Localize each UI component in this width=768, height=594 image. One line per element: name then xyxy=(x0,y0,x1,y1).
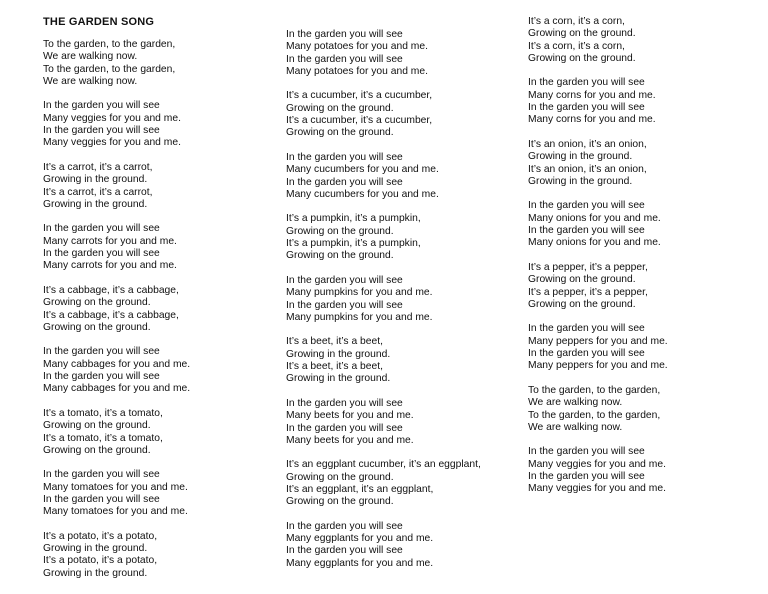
lyric-line: Growing on the ground. xyxy=(528,52,636,64)
stanza xyxy=(43,285,190,334)
lyric-line: Growing on the ground. xyxy=(528,274,636,286)
lyric-line: In the garden you will see xyxy=(286,397,403,409)
lyric-line: It’s a pepper, it’s a pepper, xyxy=(528,286,648,298)
lyric-line: It’s a potato, it’s a potato, xyxy=(43,530,158,542)
lyric-line: It’s a carrot, it’s a carrot, xyxy=(43,161,153,173)
lyric-line: In the garden you will see xyxy=(286,53,403,65)
lyric-line: Many cucumbers for you and me. xyxy=(286,188,439,200)
lyric-line: Growing in the ground. xyxy=(528,151,633,163)
lyric-line: Many potatoes for you and me. xyxy=(286,41,428,53)
lyric-line: Growing in the ground. xyxy=(43,174,148,186)
lyric-line: Many cabbages for you and me. xyxy=(43,358,191,370)
lyric-line: It’s a pumpkin, it’s a pumpkin, xyxy=(286,238,421,250)
lyric-line: Many carrots for you and me. xyxy=(43,260,177,272)
lyric-line: In the garden you will see xyxy=(43,248,160,260)
stanza xyxy=(43,531,190,580)
song-title: THE GARDEN SONG xyxy=(43,16,155,28)
stanza xyxy=(528,323,668,372)
lyric-line: Growing on the ground. xyxy=(286,250,394,262)
lyric-line: In the garden you will see xyxy=(528,470,645,482)
lyric-line: It’s a corn, it’s a corn, xyxy=(528,16,625,27)
lyric-line: It’s a cucumber, it’s a cucumber, xyxy=(286,90,433,102)
lyric-line: It’s a carrot, it’s a carrot, xyxy=(43,186,153,198)
stanza xyxy=(286,29,481,78)
lyric-line: Growing in the ground. xyxy=(43,543,148,555)
lyric-line: Many veggies for you and me. xyxy=(528,458,666,470)
lyric-line: Many tomatoes for you and me. xyxy=(43,481,188,493)
stanza xyxy=(528,385,668,434)
lyric-line: In the garden you will see xyxy=(528,446,645,458)
lyric-line: Growing in the ground. xyxy=(43,567,148,579)
stanza xyxy=(43,408,190,457)
stanza xyxy=(286,459,481,508)
lyric-line: To the garden, to the garden, xyxy=(528,409,661,421)
lyric-line: In the garden you will see xyxy=(286,176,403,188)
stanza xyxy=(43,469,190,518)
lyric-line: It’s a cucumber, it’s a cucumber, xyxy=(286,115,433,127)
lyric-line: It’s a potato, it’s a potato, xyxy=(43,555,158,567)
lyric-line: In the garden you will see xyxy=(43,346,160,358)
lyric-line: We are walking now. xyxy=(43,51,138,63)
lyric-line: Many peppers for you and me. xyxy=(528,335,668,347)
lyric-line: In the garden you will see xyxy=(286,299,403,311)
lyric-line: Many beets for you and me. xyxy=(286,434,414,446)
lyric-line: In the garden you will see xyxy=(528,225,645,237)
stanza xyxy=(528,200,668,249)
lyric-line: Many onions for you and me. xyxy=(528,237,661,249)
lyric-line: In the garden you will see xyxy=(43,371,160,383)
lyric-line: Growing on the ground. xyxy=(286,225,394,237)
stanza xyxy=(286,336,481,385)
stanza xyxy=(286,521,481,570)
lyric-line: In the garden you will see xyxy=(286,545,403,557)
lyric-line: Growing on the ground. xyxy=(528,298,636,310)
lyric-line: Many pumpkins for you and me. xyxy=(286,287,433,299)
lyric-line: Many pumpkins for you and me. xyxy=(286,311,433,323)
stanza xyxy=(528,77,668,126)
lyric-line: In the garden you will see xyxy=(286,151,403,163)
lyric-line: In the garden you will see xyxy=(286,29,403,40)
lyric-line: Many veggies for you and me. xyxy=(43,112,181,124)
lyric-line: In the garden you will see xyxy=(528,200,645,212)
lyric-line: It’s a beet, it’s a beet, xyxy=(286,336,383,348)
lyric-line: To the garden, to the garden, xyxy=(43,63,176,75)
stanza xyxy=(43,100,190,149)
lyric-line: Many potatoes for you and me. xyxy=(286,65,428,77)
lyric-line: In the garden you will see xyxy=(43,469,160,481)
lyric-line: In the garden you will see xyxy=(43,493,160,505)
lyric-line: Growing on the ground. xyxy=(286,496,394,508)
lyric-line: It’s an onion, it’s an onion, xyxy=(528,138,647,150)
lyric-line: It’s a cabbage, it’s a cabbage, xyxy=(43,284,179,296)
lyric-line: Many onions for you and me. xyxy=(528,212,661,224)
lyric-line: In the garden you will see xyxy=(286,274,403,286)
lyric-line: Many eggplants for you and me. xyxy=(286,557,434,569)
stanza xyxy=(43,39,190,88)
lyric-line: Growing on the ground. xyxy=(43,444,151,456)
lyric-line: It’s a beet, it’s a beet, xyxy=(286,361,383,373)
lyric-line: Many corns for you and me. xyxy=(528,89,656,101)
stanza xyxy=(286,90,481,139)
lyric-line: To the garden, to the garden, xyxy=(528,384,661,396)
stanza xyxy=(43,162,190,211)
lyric-line: Many beets for you and me. xyxy=(286,410,414,422)
lyric-line: Growing on the ground. xyxy=(43,420,151,432)
lyric-line: It’s a tomato, it’s a tomato, xyxy=(43,432,163,444)
lyric-line: In the garden you will see xyxy=(43,223,160,235)
lyric-line: It’s a pumpkin, it’s a pumpkin, xyxy=(286,213,421,225)
lyric-line: Growing on the ground. xyxy=(43,297,151,309)
lyric-line: It’s an eggplant, it’s an eggplant, xyxy=(286,483,434,495)
lyric-line: It’s a corn, it’s a corn, xyxy=(528,40,625,52)
lyric-line: We are walking now. xyxy=(528,421,623,433)
lyric-line: Growing on the ground. xyxy=(286,127,394,139)
lyric-line: Many corns for you and me. xyxy=(528,114,656,126)
stanza xyxy=(286,213,481,262)
stanza xyxy=(528,262,668,311)
stanza xyxy=(43,346,190,395)
lyric-line: Many cabbages for you and me. xyxy=(43,383,191,395)
lyric-line: It’s a pepper, it’s a pepper, xyxy=(528,261,648,273)
lyrics-column-1 xyxy=(43,39,190,592)
lyrics-column-2 xyxy=(286,29,481,582)
lyric-line: It’s an onion, it’s an onion, xyxy=(528,163,647,175)
lyric-line: Many veggies for you and me. xyxy=(43,137,181,149)
lyric-line: Growing on the ground. xyxy=(286,471,394,483)
stanza xyxy=(528,139,668,188)
lyric-line: It’s a cabbage, it’s a cabbage, xyxy=(43,309,179,321)
lyric-line: In the garden you will see xyxy=(286,422,403,434)
lyric-line: Many veggies for you and me. xyxy=(528,483,666,495)
lyric-line: Growing on the ground. xyxy=(528,28,636,40)
lyric-line: Many carrots for you and me. xyxy=(43,235,177,247)
lyric-line: In the garden you will see xyxy=(528,77,645,89)
lyric-line: Growing on the ground. xyxy=(43,321,151,333)
lyric-line: In the garden you will see xyxy=(43,100,160,112)
lyric-line: Growing in the ground. xyxy=(286,348,391,360)
lyric-line: Growing in the ground. xyxy=(528,175,633,187)
lyric-line: In the garden you will see xyxy=(43,125,160,137)
lyric-line: Many tomatoes for you and me. xyxy=(43,506,188,518)
lyric-line: In the garden you will see xyxy=(528,348,645,360)
lyric-line: Many cucumbers for you and me. xyxy=(286,164,439,176)
lyric-line: We are walking now. xyxy=(528,397,623,409)
stanza xyxy=(528,446,668,495)
lyric-line: Growing in the ground. xyxy=(286,373,391,385)
lyric-line: Many peppers for you and me. xyxy=(528,360,668,372)
lyric-line: We are walking now. xyxy=(43,75,138,87)
stanza xyxy=(286,275,481,324)
stanza xyxy=(286,398,481,447)
stanza xyxy=(286,152,481,201)
lyric-line: Growing in the ground. xyxy=(43,198,148,210)
lyric-line: In the garden you will see xyxy=(528,102,645,114)
stanza xyxy=(528,16,668,65)
lyric-line: It’s an eggplant cucumber, it’s an eggplant, xyxy=(286,459,481,471)
lyric-line: In the garden you will see xyxy=(528,323,645,335)
lyric-line: To the garden, to the garden, xyxy=(43,39,176,50)
lyric-line: Many eggplants for you and me. xyxy=(286,533,434,545)
lyric-line: In the garden you will see xyxy=(286,520,403,532)
stanza xyxy=(43,223,190,272)
lyric-line: Growing on the ground. xyxy=(286,102,394,114)
lyrics-column-3 xyxy=(528,16,668,508)
lyric-line: It’s a tomato, it’s a tomato, xyxy=(43,407,163,419)
